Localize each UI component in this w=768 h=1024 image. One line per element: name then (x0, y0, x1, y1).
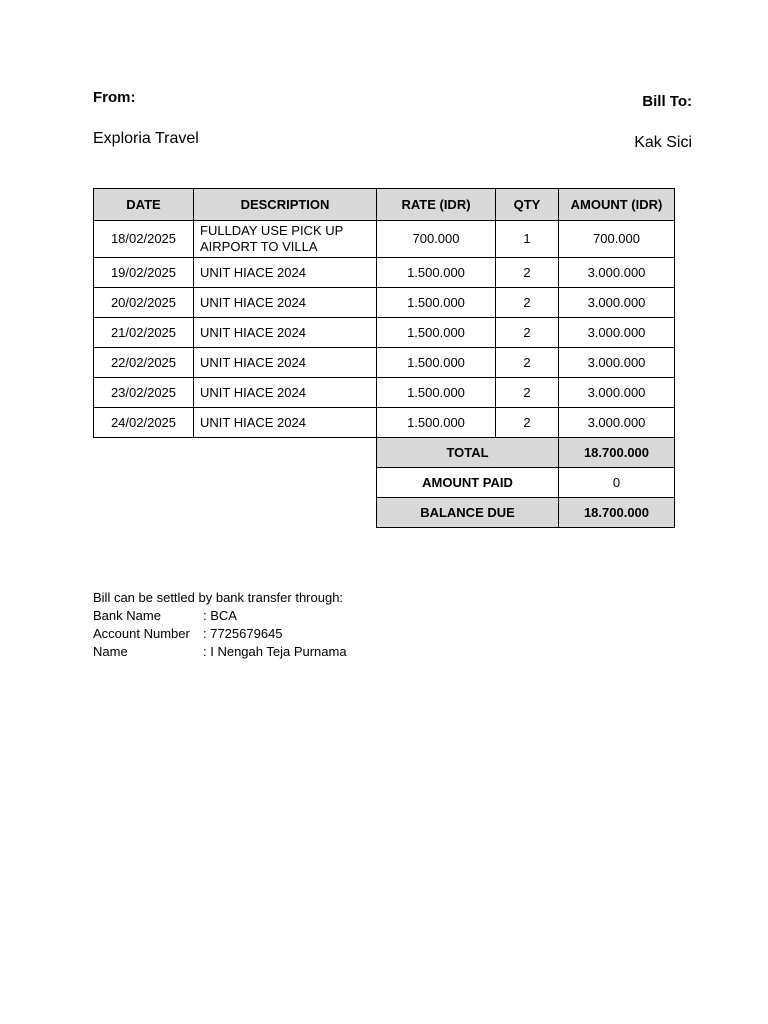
balance-due-label: BALANCE DUE (377, 498, 559, 528)
cell-qty: 2 (496, 378, 559, 408)
table-row (94, 408, 675, 438)
header-rate: RATE (IDR) (377, 189, 496, 221)
cell-rate: 700.000 (377, 221, 496, 258)
from-name: Exploria Travel (93, 130, 199, 147)
table-row (94, 378, 675, 408)
balance-due-value: 18.700.000 (559, 498, 675, 528)
amount-paid-row (94, 468, 675, 498)
cell-amount: 3.000.000 (559, 258, 675, 288)
table-row (94, 348, 675, 378)
header-amount: AMOUNT (IDR) (559, 189, 675, 221)
cell-rate: 1.500.000 (377, 378, 496, 408)
bill-to-name: Kak Sici (634, 134, 692, 151)
cell-qty: 2 (496, 288, 559, 318)
cell-qty: 2 (496, 318, 559, 348)
table-header-row (94, 189, 675, 221)
table-row (94, 221, 675, 258)
cell-date: 20/02/2025 (94, 288, 194, 318)
cell-description: FULLDAY USE PICK UP AIRPORT TO VILLA (194, 221, 377, 258)
cell-amount: 3.000.000 (559, 408, 675, 438)
amount-paid-value: 0 (559, 468, 675, 498)
invoice-table (93, 188, 675, 528)
account-name-row (93, 643, 347, 661)
cell-description: UNIT HIACE 2024 (194, 288, 377, 318)
cell-description: UNIT HIACE 2024 (194, 348, 377, 378)
cell-rate: 1.500.000 (377, 318, 496, 348)
cell-qty: 2 (496, 348, 559, 378)
cell-rate: 1.500.000 (377, 258, 496, 288)
from-label: From: (93, 89, 136, 106)
bank-intro: Bill can be settled by bank transfer through: (93, 590, 344, 605)
cell-rate: 1.500.000 (377, 348, 496, 378)
cell-date: 18/02/2025 (94, 221, 194, 258)
blank-cell (94, 468, 377, 498)
bank-name-value: : BCA (203, 608, 237, 623)
header-description: DESCRIPTION (194, 189, 377, 221)
header-date: DATE (94, 189, 194, 221)
cell-date: 23/02/2025 (94, 378, 194, 408)
cell-qty: 1 (496, 221, 559, 258)
bank-name-label: Bank Name (93, 608, 161, 623)
balance-due-row (94, 498, 675, 528)
cell-description: UNIT HIACE 2024 (194, 258, 377, 288)
table-row (94, 288, 675, 318)
cell-date: 19/02/2025 (94, 258, 194, 288)
amount-paid-label: AMOUNT PAID (377, 468, 559, 498)
total-row (94, 438, 675, 468)
table-row (94, 258, 675, 288)
blank-cell (94, 438, 377, 468)
cell-rate: 1.500.000 (377, 288, 496, 318)
cell-date: 22/02/2025 (94, 348, 194, 378)
blank-cell (94, 498, 377, 528)
cell-date: 21/02/2025 (94, 318, 194, 348)
account-number-row (93, 625, 347, 643)
cell-description: UNIT HIACE 2024 (194, 408, 377, 438)
account-name-label: Name (93, 644, 128, 659)
table-row (94, 318, 675, 348)
cell-amount: 3.000.000 (559, 348, 675, 378)
cell-amount: 3.000.000 (559, 288, 675, 318)
cell-description: UNIT HIACE 2024 (194, 318, 377, 348)
total-label: TOTAL (377, 438, 559, 468)
cell-rate: 1.500.000 (377, 408, 496, 438)
bank-details (93, 589, 347, 661)
bill-to-label: Bill To: (642, 93, 692, 110)
cell-description: UNIT HIACE 2024 (194, 378, 377, 408)
account-number-label: Account Number (93, 626, 190, 641)
account-name-value: : I Nengah Teja Purnama (203, 644, 347, 659)
cell-amount: 3.000.000 (559, 318, 675, 348)
total-value: 18.700.000 (559, 438, 675, 468)
cell-qty: 2 (496, 408, 559, 438)
cell-qty: 2 (496, 258, 559, 288)
cell-amount: 3.000.000 (559, 378, 675, 408)
cell-amount: 700.000 (559, 221, 675, 258)
cell-date: 24/02/2025 (94, 408, 194, 438)
account-number-value: : 7725679645 (203, 626, 283, 641)
bank-name-row (93, 607, 347, 625)
header-qty: QTY (496, 189, 559, 221)
